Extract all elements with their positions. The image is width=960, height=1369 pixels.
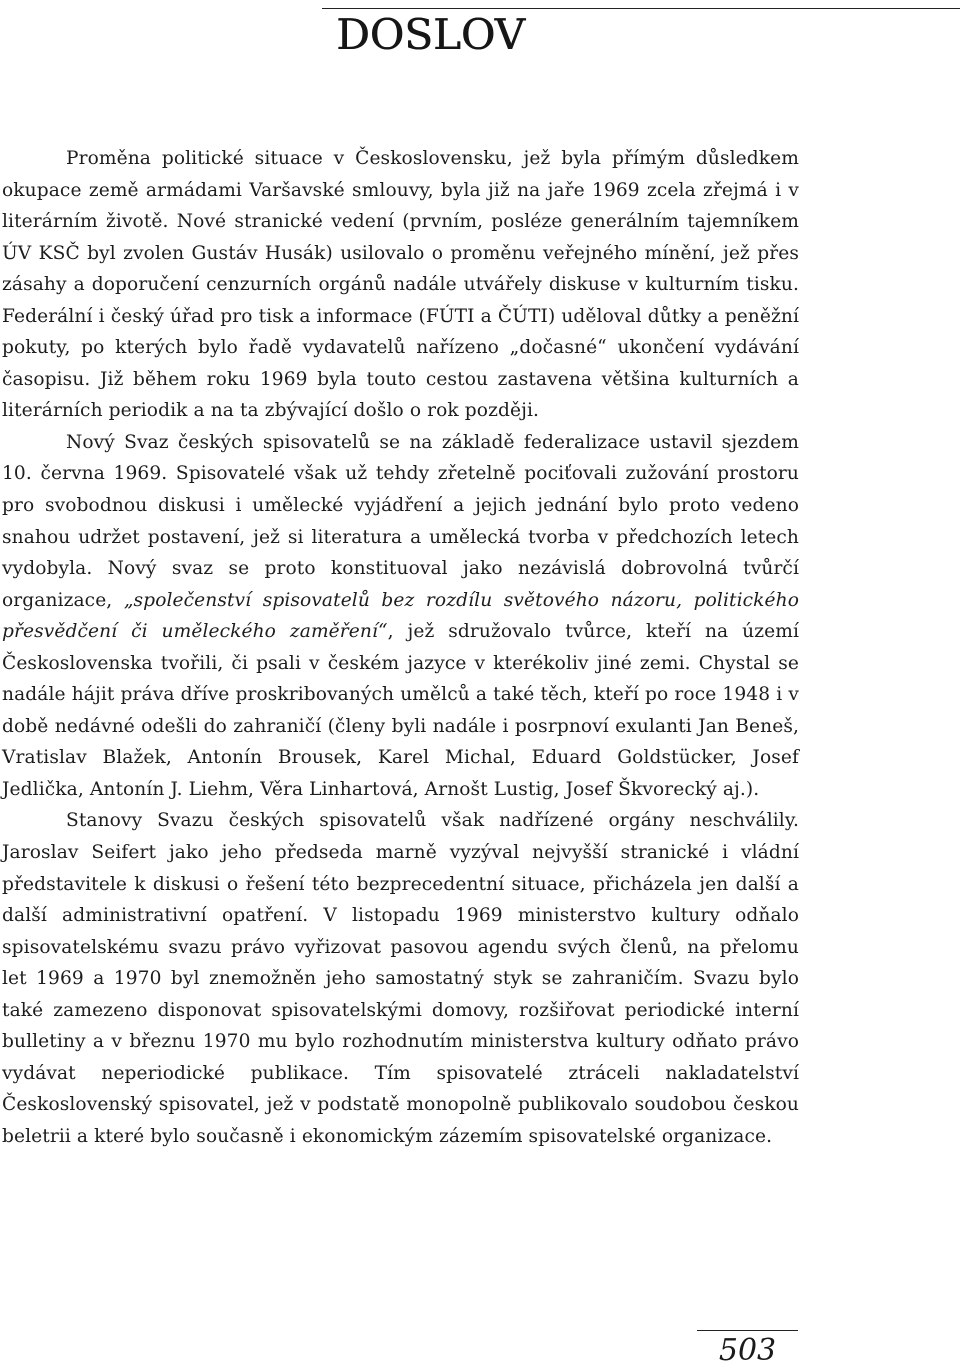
- text-segment: Proměna politické situace v Československu, jež byla přímým důsledkem okupace země armádami Varšavské smlouvy, byla již na jaře 1969 zcela zřejmá i v literárním životě. Nové stranické vedení (prvním, posléze generálním tajemníkem ÚV KSČ byl zvolen Gustáv Husák) usilovalo o proměnu veřejného mínění, jež přes zásahy a doporučení cenzurních orgánů nadále utvářely diskuse v kulturním tisku. Federální i český úřad pro tisk a informace (FÚTI a ČÚTI) uděloval důtky a peněžní pokuty, po kterých bylo řadě vydavatelů nařízeno „dočasné“ ukončení vydávání časopisu. Již během roku 1969 byla touto cestou zastavena většina kulturních a literárních periodik a na ta zbývající došlo o rok později.: [2, 148, 799, 422]
- paragraph: [2, 805, 799, 1152]
- text-segment: , jež sdružovalo tvůrce, kteří na území Československa tvořili, či psali v českém jazyce v kterékoliv jiné zemi. Chystal se nadále hájit práva dříve proskribovaných umělců a také těch, kteří po roce 1948 i v době nedávné odešli do zahraničí (členy byli nadále i posrpnoví exulanti Jan Beneš, Vratislav Blažek, Antonín Brousek, Karel Michal, Eduard Goldstücker, Josef Jedlička, Antonín J. Liehm, Věra Linhartová, Arnošt Lustig, Josef Škvorecký aj.).: [2, 621, 799, 800]
- chapter-title: DOSLOV: [336, 10, 525, 59]
- page-number: 503: [718, 1333, 777, 1368]
- paragraph: [2, 143, 799, 427]
- text-segment: Nový Svaz českých spisovatelů se na základě federalizace ustavil sjezdem 10. června 1969. Spisovatelé však už tehdy zřetelně pociťovali zužování prostoru pro svobodnou diskusi i umělecké vyjádření a jejich jednání bylo proto vedeno snahou udržet postavení, jež si literatura a umělecká tvorba v předchozích letech vydobyla. Nový svaz se proto konstituoval jako nezávislá dobrovolná tvůrčí organizace,: [2, 431, 799, 611]
- header-rule: [322, 8, 960, 9]
- italic-quote: „společenství spisovatelů bez rozdílu světového názoru, politického přesvědčení či uměleckého zaměření“: [2, 589, 799, 643]
- text-segment: Stanovy Svazu českých spisovatelů však nadřízené orgány neschválily. Jaroslav Seifert jako jeho předseda marně vyzýval nejvyšší stranické i vládní představitele k diskusi o řešení této bezprecedentní situace, přicházela jen další a další administrativní opatření. V listopadu 1969 ministerstvo kultury odňalo spisovatelskému svazu právo vyřizovat pasovou agendu svých členů, na přelomu let 1969 a 1970 byl znemožněn jeho samostatný styk se zahraničím. Svazu bylo také zamezeno disponovat spisovatelskými domovy, rozšiřovat periodické interní bulletiny a v březnu 1970 mu bylo rozhodnutím ministerstva kultury odňato právo vydávat neperiodické publikace. Tím spisovatelé ztráceli nakladatelství Československý spisovatel, jež v podstatě monopolně publikovalo soudobou českou beletrii a které bylo současně i ekonomickým zázemím spisovatelské organizace.: [2, 810, 799, 1147]
- body-text: [2, 143, 799, 1153]
- footer-rule: [697, 1330, 798, 1331]
- paragraph: [2, 427, 799, 806]
